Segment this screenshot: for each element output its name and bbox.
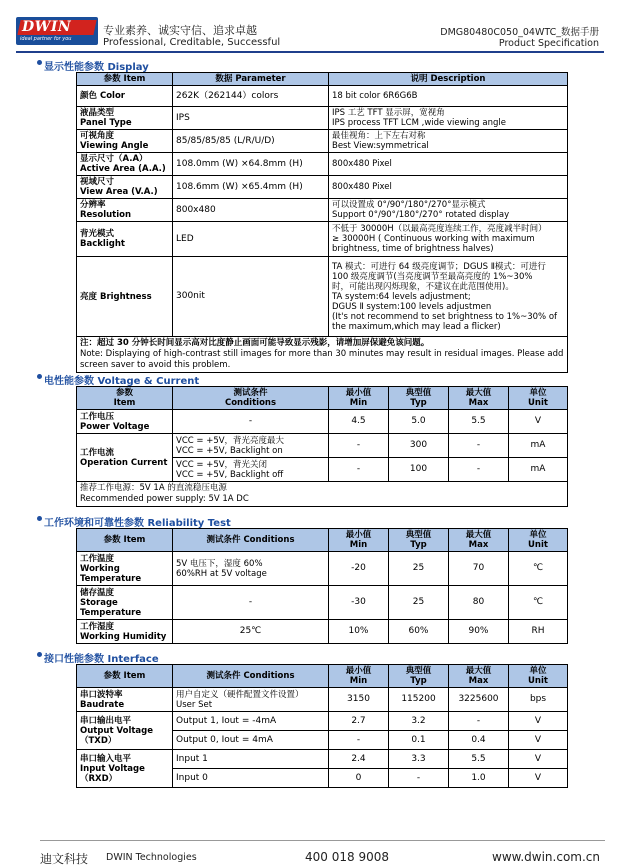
column-header: 最大值 Max bbox=[449, 529, 509, 552]
section-title-interface bbox=[44, 650, 159, 665]
note-cn: 注：超过 30 分钟长时间显示高对比度静止画面可能导致显示残影，请增加屏保避免该问题。 bbox=[80, 338, 430, 348]
table-row bbox=[77, 688, 568, 712]
item-label: 颜色 Color bbox=[77, 86, 173, 107]
table-row bbox=[77, 712, 568, 731]
header-row bbox=[77, 387, 568, 410]
bullet-icon bbox=[37, 60, 42, 65]
cell-typ: 25 bbox=[389, 552, 449, 586]
dwin-logo bbox=[16, 17, 98, 45]
cell-unit: V bbox=[509, 731, 568, 750]
item-label: 工作湿度 Working Humidity bbox=[77, 620, 173, 644]
column-header: 说明 Description bbox=[329, 73, 568, 86]
reliability-table bbox=[76, 528, 568, 644]
item-label: 工作电流 Operation Current bbox=[77, 434, 173, 482]
table-row bbox=[77, 222, 568, 257]
section-title-cn: 电性能参数 bbox=[44, 376, 94, 387]
cell-min: - bbox=[329, 458, 389, 482]
cell-max: 5.5 bbox=[449, 410, 509, 434]
parameter-value: 108.0mm (W) ×64.8mm (H) bbox=[173, 153, 329, 176]
footer-company-en: DWIN Technologies bbox=[106, 852, 197, 863]
description: 800x480 Pixel bbox=[329, 176, 568, 199]
page-header bbox=[0, 0, 633, 52]
table-row bbox=[77, 410, 568, 434]
item-label: 储存温度 Storage Temperature bbox=[77, 586, 173, 620]
parameter-value: 262K（262144）colors bbox=[173, 86, 329, 107]
cell-typ: - bbox=[389, 769, 449, 788]
cell-unit: V bbox=[509, 769, 568, 788]
table-row bbox=[77, 130, 568, 153]
item-label: 串口输入电平 Input Voltage （RXD） bbox=[77, 750, 173, 788]
cell-max: - bbox=[449, 712, 509, 731]
note-row bbox=[77, 337, 568, 373]
parameter-value: 85/85/85/85 (L/R/U/D) bbox=[173, 130, 329, 153]
cell-min: 2.4 bbox=[329, 750, 389, 769]
column-header: 最大值 Max bbox=[449, 387, 509, 410]
column-header: 数据 Parameter bbox=[173, 73, 329, 86]
cell-unit: V bbox=[509, 712, 568, 731]
bullet-icon bbox=[37, 652, 42, 657]
cell-max: - bbox=[449, 434, 509, 458]
column-header: 参数 Item bbox=[77, 665, 173, 688]
section-title-en: Reliability Test bbox=[147, 518, 231, 529]
cell-unit: ℃ bbox=[509, 586, 568, 620]
cell-unit: mA bbox=[509, 458, 568, 482]
table-row bbox=[77, 199, 568, 222]
column-header: 最小值 Min bbox=[329, 529, 389, 552]
parameter-value: 108.6mm (W) ×65.4mm (H) bbox=[173, 176, 329, 199]
column-header: 测试条件 Conditions bbox=[173, 387, 329, 410]
doc-type: Product Specification bbox=[498, 38, 599, 49]
column-header: 测试条件 Conditions bbox=[173, 529, 329, 552]
description: 800x480 Pixel bbox=[329, 153, 568, 176]
cell-max: 3225600 bbox=[449, 688, 509, 712]
cell-max: - bbox=[449, 458, 509, 482]
column-header: 单位 Unit bbox=[509, 665, 568, 688]
cell-min: - bbox=[329, 731, 389, 750]
column-header: 最小值 Min bbox=[329, 387, 389, 410]
header-row bbox=[77, 73, 568, 86]
table-row bbox=[77, 750, 568, 769]
footer-website[interactable]: www.dwin.com.cn bbox=[492, 850, 600, 864]
cell-max: 5.5 bbox=[449, 750, 509, 769]
slogan-en: Professional, Creditable, Successful bbox=[103, 37, 281, 48]
item-label: 视域尺寸 View Area (V.A.) bbox=[77, 176, 173, 199]
description: IPS 工艺 TFT 显示屏，宽视角 IPS process TFT LCM ,wide viewing angle bbox=[329, 107, 568, 130]
section-title-cn: 接口性能参数 bbox=[44, 654, 104, 665]
parameter-value: 800x480 bbox=[173, 199, 329, 222]
cell-max: 80 bbox=[449, 586, 509, 620]
cell-min: -20 bbox=[329, 552, 389, 586]
section-title-en: Display bbox=[107, 62, 149, 73]
cell-min: 3150 bbox=[329, 688, 389, 712]
table-row bbox=[77, 586, 568, 620]
section-title-electrical bbox=[44, 372, 199, 387]
description: 最佳视角：上下左右对称 Best View:symmetrical bbox=[329, 130, 568, 153]
note: 推荐工作电源：5V 1A 的直流稳压电源 Recommended power supply: 5V 1A DC bbox=[77, 482, 568, 507]
item-label: 亮度 Brightness bbox=[77, 257, 173, 337]
logo-subtitle: ideal partner for you bbox=[20, 36, 72, 42]
parameter-value: IPS bbox=[173, 107, 329, 130]
slogan-cn: 专业素养、诚实守信、追求卓越 bbox=[103, 24, 257, 37]
item-label: 分辨率 Resolution bbox=[77, 199, 173, 222]
column-header: 最大值 Max bbox=[449, 665, 509, 688]
description: TA 模式：可进行 64 级亮度调节；DGUS Ⅱ模式：可进行 100 级亮度调节(当亮度调节至最高亮度的 1%~30% 时，可能出现闪烁现象，不建议在此范围使用)。 TA system:64 levels adjustment; DGUS Ⅱ system:100 levels adjustmen (It's not recommend to set brightness to 1%~30% of the maximum,which may lead a flicker) bbox=[329, 257, 568, 337]
section-title-display bbox=[44, 58, 149, 73]
cell-unit: V bbox=[509, 410, 568, 434]
column-header: 典型值 Typ bbox=[389, 665, 449, 688]
section-title-cn: 显示性能参数 bbox=[44, 62, 104, 73]
condition: VCC = +5V，背光亮度最大 VCC = +5V, Backlight on bbox=[173, 434, 329, 458]
cell-max: 70 bbox=[449, 552, 509, 586]
cell-typ: 5.0 bbox=[389, 410, 449, 434]
note: 注：超过 30 分钟长时间显示高对比度静止画面可能导致显示残影，请增加屏保避免该问题。 Note: Displaying of high-contrast still images for more than 30 minutes may result in residual images. Please add screen saver to avoid this problem. bbox=[77, 337, 568, 373]
table-row bbox=[77, 257, 568, 337]
item-label: 液晶类型 Panel Type bbox=[77, 107, 173, 130]
interface-table bbox=[76, 664, 568, 788]
condition: Input 1 bbox=[173, 750, 329, 769]
column-header: 典型值 Typ bbox=[389, 387, 449, 410]
cell-typ: 25 bbox=[389, 586, 449, 620]
condition: 25℃ bbox=[173, 620, 329, 644]
header-divider bbox=[16, 51, 604, 53]
parameter-value: 300nit bbox=[173, 257, 329, 337]
footer-phone: 400 018 9008 bbox=[305, 850, 389, 864]
bullet-icon bbox=[37, 374, 42, 379]
table-row bbox=[77, 176, 568, 199]
section-title-en: Interface bbox=[107, 654, 159, 665]
table-row bbox=[77, 107, 568, 130]
cell-unit: ℃ bbox=[509, 552, 568, 586]
display-table bbox=[76, 72, 568, 373]
section-title-cn: 工作环境和可靠性参数 bbox=[44, 518, 144, 529]
electrical-table bbox=[76, 386, 568, 507]
column-header: 单位 Unit bbox=[509, 529, 568, 552]
table-row bbox=[77, 434, 568, 458]
column-header: 典型值 Typ bbox=[389, 529, 449, 552]
cell-max: 0.4 bbox=[449, 731, 509, 750]
column-header: 参数 Item bbox=[77, 387, 173, 410]
condition: Input 0 bbox=[173, 769, 329, 788]
footer-divider bbox=[40, 840, 605, 841]
doc-title: DMG80480C050_04WTC_数据手册 bbox=[440, 27, 599, 38]
description: 可以设置成 0°/90°/180°/270°显示模式 Support 0°/90°/180°/270° rotated display bbox=[329, 199, 568, 222]
cell-min: 4.5 bbox=[329, 410, 389, 434]
condition: - bbox=[173, 586, 329, 620]
header-row bbox=[77, 665, 568, 688]
cell-typ: 60% bbox=[389, 620, 449, 644]
cell-max: 90% bbox=[449, 620, 509, 644]
cell-min: 2.7 bbox=[329, 712, 389, 731]
column-header: 参数 Item bbox=[77, 73, 173, 86]
footer-company-cn: 迪文科技 bbox=[40, 852, 89, 866]
condition: Output 0, Iout = 4mA bbox=[173, 731, 329, 750]
condition: Output 1, Iout = -4mA bbox=[173, 712, 329, 731]
cell-typ: 115200 bbox=[389, 688, 449, 712]
cell-typ: 3.2 bbox=[389, 712, 449, 731]
bullet-icon bbox=[37, 516, 42, 521]
note-row bbox=[77, 482, 568, 507]
cell-typ: 300 bbox=[389, 434, 449, 458]
cell-min: - bbox=[329, 434, 389, 458]
column-header: 参数 Item bbox=[77, 529, 173, 552]
cell-unit: RH bbox=[509, 620, 568, 644]
condition: VCC = +5V，背光关闭 VCC = +5V, Backlight off bbox=[173, 458, 329, 482]
cell-min: -30 bbox=[329, 586, 389, 620]
item-label: 工作电压 Power Voltage bbox=[77, 410, 173, 434]
condition: 5V 电压下，湿度 60% 60%RH at 5V voltage bbox=[173, 552, 329, 586]
table-row bbox=[77, 620, 568, 644]
cell-typ: 0.1 bbox=[389, 731, 449, 750]
table-row bbox=[77, 552, 568, 586]
cell-typ: 3.3 bbox=[389, 750, 449, 769]
table-row bbox=[77, 153, 568, 176]
logo-text: DWIN bbox=[22, 19, 72, 35]
cell-unit: bps bbox=[509, 688, 568, 712]
item-label: 串口波特率 Baudrate bbox=[77, 688, 173, 712]
cell-min: 0 bbox=[329, 769, 389, 788]
condition: 用户自定义（硬件配置文件设置） User Set bbox=[173, 688, 329, 712]
cell-typ: 100 bbox=[389, 458, 449, 482]
table-row bbox=[77, 86, 568, 107]
section-title-reliability bbox=[44, 514, 231, 529]
description: 不低于 30000H（以最高亮度连续工作，亮度减半时间） ≥ 30000H ( Continuous working with maximum brightness, time of brightness halves) bbox=[329, 222, 568, 257]
cell-max: 1.0 bbox=[449, 769, 509, 788]
item-label: 工作温度 Working Temperature bbox=[77, 552, 173, 586]
section-title-en: Voltage & Current bbox=[97, 376, 200, 387]
cell-unit: mA bbox=[509, 434, 568, 458]
description: 18 bit color 6R6G6B bbox=[329, 86, 568, 107]
column-header: 测试条件 Conditions bbox=[173, 665, 329, 688]
column-header: 单位 Unit bbox=[509, 387, 568, 410]
item-label: 可视角度 Viewing Angle bbox=[77, 130, 173, 153]
cell-min: 10% bbox=[329, 620, 389, 644]
column-header: 最小值 Min bbox=[329, 665, 389, 688]
item-label: 背光模式 Backlight bbox=[77, 222, 173, 257]
header-row bbox=[77, 529, 568, 552]
cell-unit: V bbox=[509, 750, 568, 769]
item-label: 显示尺寸（A.A） Active Area (A.A.) bbox=[77, 153, 173, 176]
condition: - bbox=[173, 410, 329, 434]
item-label: 串口输出电平 Output Voltage （TXD） bbox=[77, 712, 173, 750]
parameter-value: LED bbox=[173, 222, 329, 257]
